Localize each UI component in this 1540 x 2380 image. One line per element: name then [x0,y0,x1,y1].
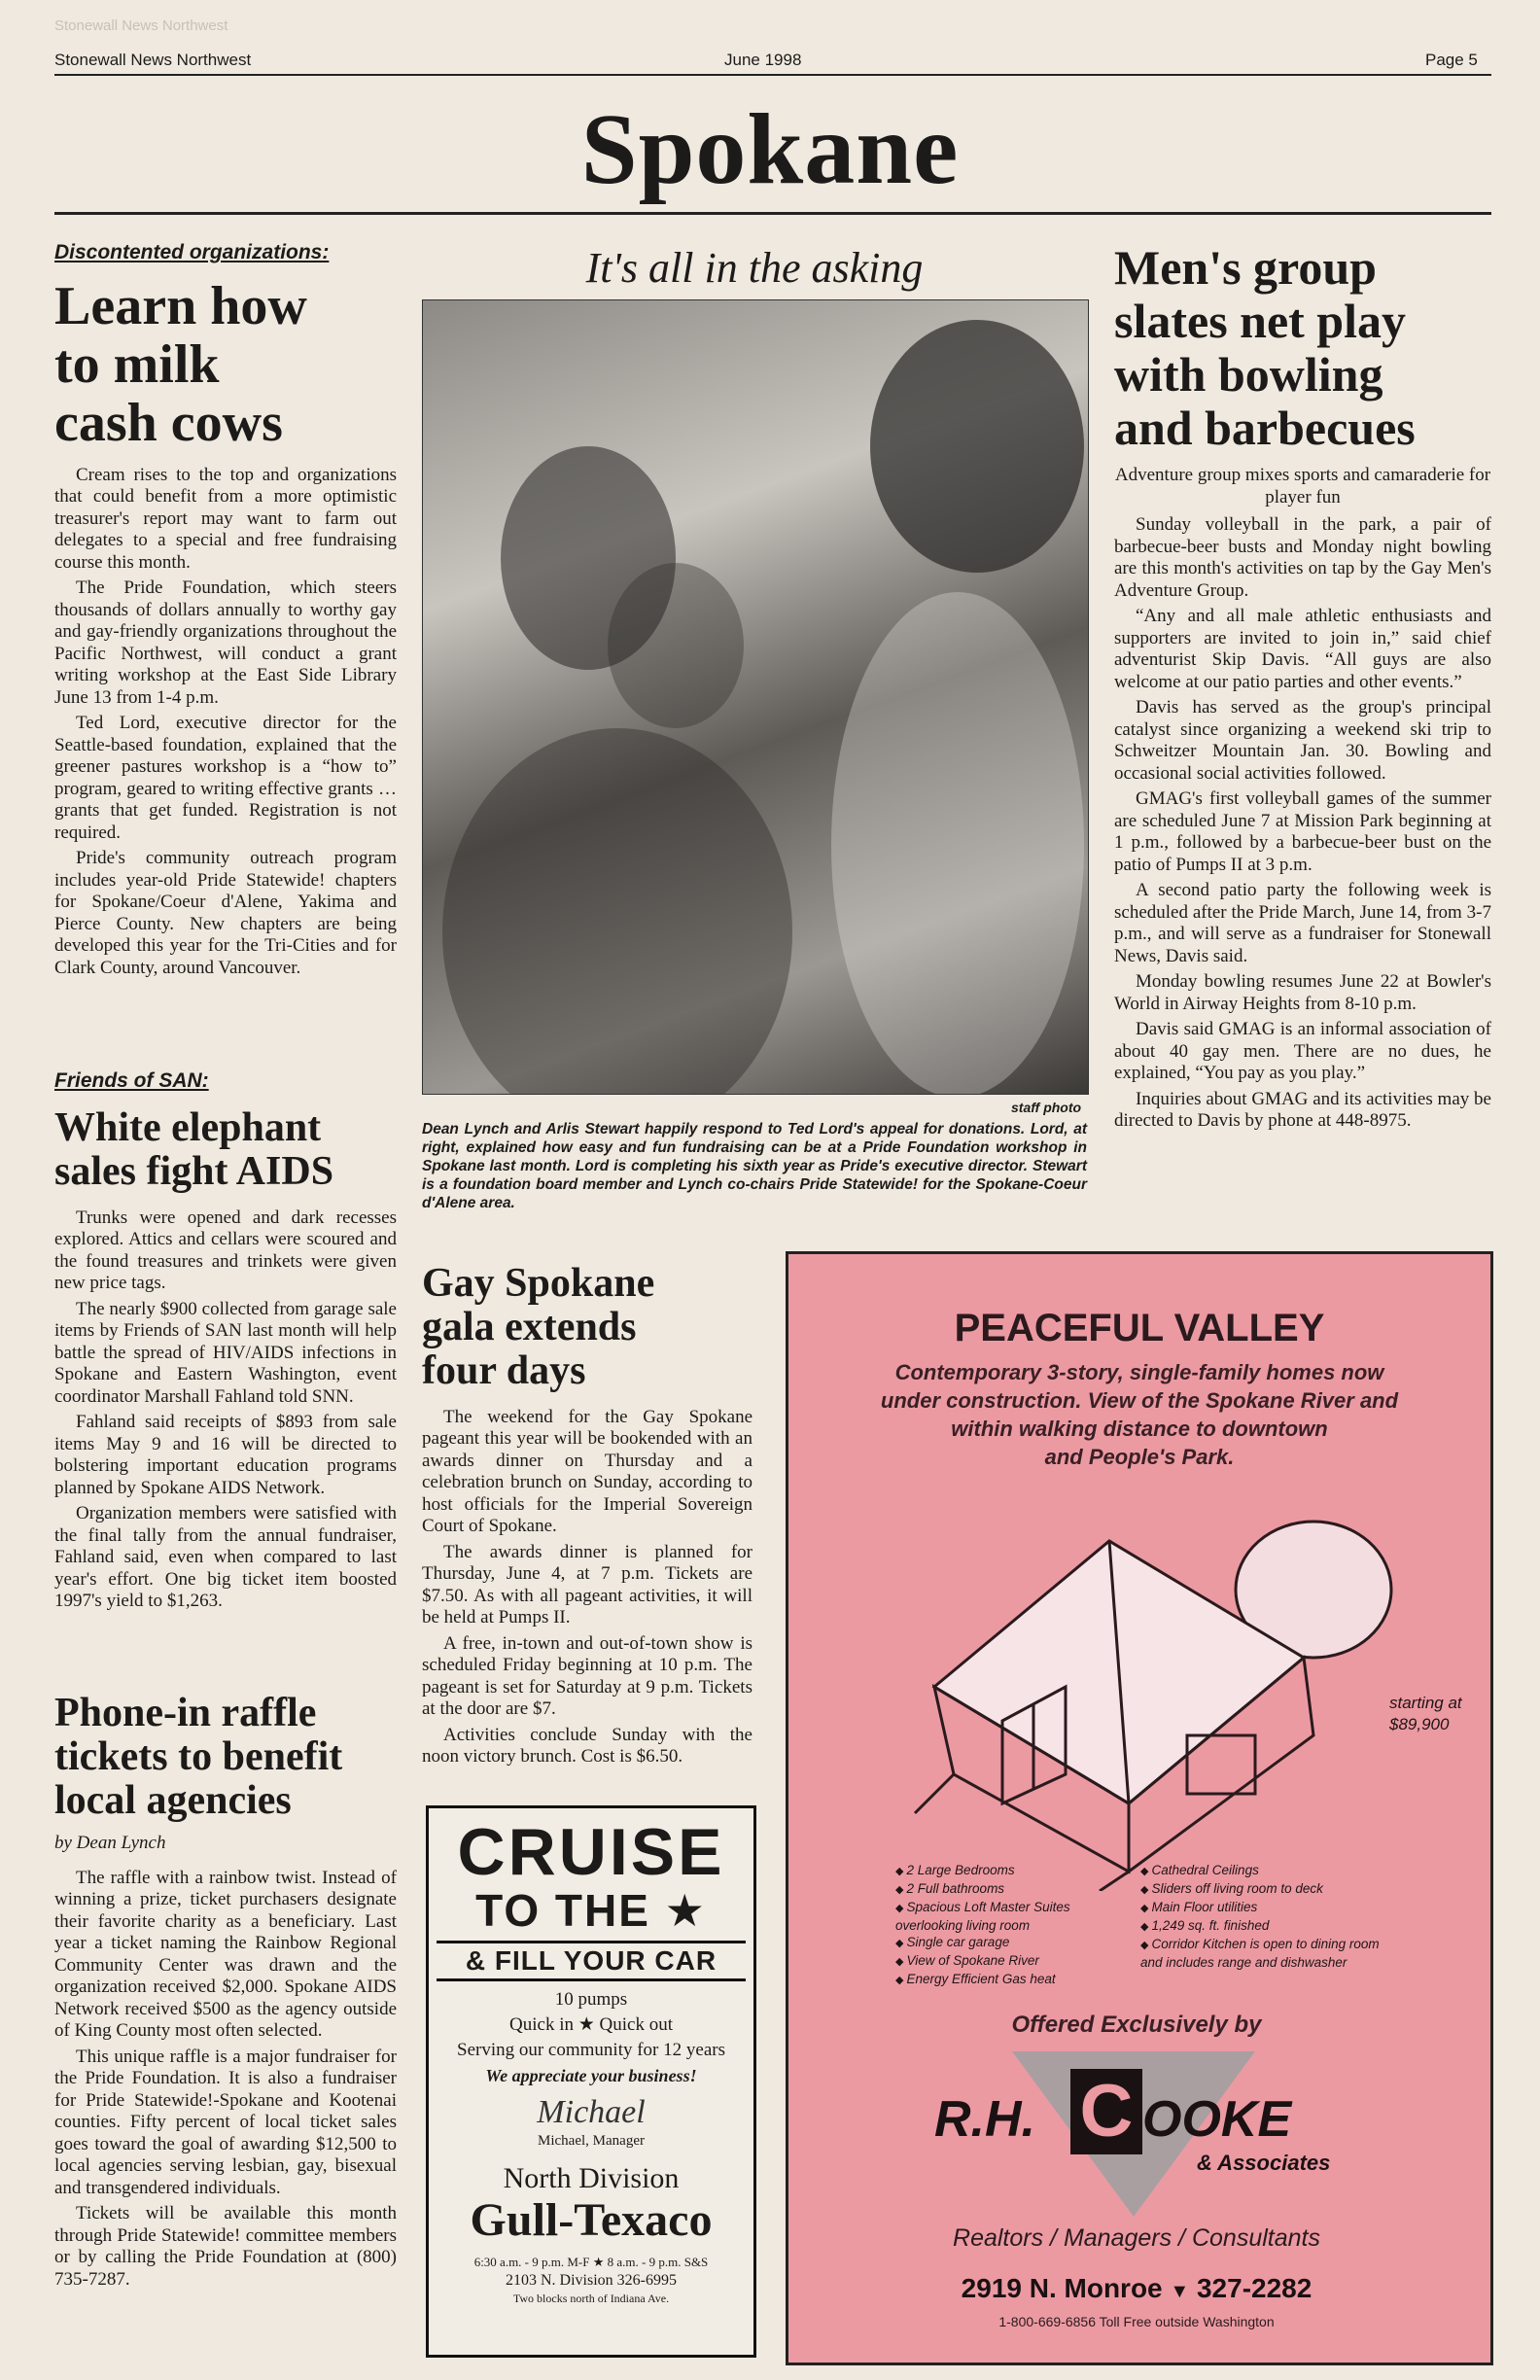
story-headline: Learn how to milk cash cows [54,276,307,453]
ad-fill-car: & FILL YOUR CAR [437,1941,746,1981]
section-title: Spokane [580,93,960,205]
offered-by: Offered Exclusively by [1011,2012,1262,2038]
story-raffle [54,1692,397,2294]
logo-initials: R.H. [934,2091,1035,2148]
story-gala [422,1262,752,1772]
features-right: ◆ Cathedral Ceilings ◆ Sliders off living room to deck ◆ Main Floor utilities ◆ 1,249 sq. ft. finished ◆ Corridor Kitchen is open to dining room and includes range and dishwasher [1140,1862,1383,1971]
section-rule [54,212,1491,215]
news-photo [422,299,1089,1095]
story-body: Sunday volleyball in the park, a pair of barbecue-beer busts and Monday night bowling are this month's activities on tap by the Gay Men's Adventure Group. “Any and all male athletic enthusiasts and supporters are invited to join in,” said chief adventurist Skip Davis. “All guys are also welcome at our patio parties and other events.” Davis has served as the group's principal catalyst since organizing a weekend ski trip to Schweitzer Mountain Jan. 30. Bowling and occasional social activities followed. GMAG's first volleyball games of the summer are scheduled June 7 at Mission Park beginning at 1 p.m., followed by a barbecue-beer bust on the patio of Pumps II at 3 p.m. A second patio party the following week is scheduled after the Pride March, June 14, from 3-7 p.m., and will serve as a fundraiser for Stonewall News, Davis said. Monday bowling resumes June 22 at Bowler's World in Airway Heights from 8-10 p.m. Davis said GMAG is an informal association of about 40 gay men. There are no dues, he explained, “You pay as you play.” Inquiries about GMAG and its activities may be directed to Davis by phone at 448-8975. [1114,514,1491,1131]
ad-directions: Two blocks north of Indiana Ave. [512,2292,670,2305]
photo-credit: staff photo [1011,1100,1082,1115]
masthead-rule [54,74,1491,76]
bleed-through-text: Stonewall News Northwest [54,18,228,34]
ad-headline: CRUISE [457,1815,725,1889]
ad-subheadline: TO THE ★ [475,1885,707,1936]
ad-address: 2103 N. Division 326-6995 [506,2272,677,2289]
byline: by Dean Lynch [54,1832,166,1853]
price-value: $89,900 [1389,1715,1450,1733]
ad-business-name: Gull-Texaco [470,2194,713,2246]
story-body: The raffle with a rainbow twist. Instead of winning a prize, ticket purchasers designate their favorite charity as a beneficiary. Last year a ticket naming the Rainbow Regional Community Center was drawn and the organization received $2,000. Spokane AIDS Network received $500 as the agency outside of King County most often selected. This unique raffle is a major fundraiser for the Pride Foundation. It is also a fundraiser for Pride Statewide!-Spokane and Kootenai counties. Fifty percent of local ticket sales goes toward the goal of awarding $12,500 to local agencies serving lesbian, gay, bisexual and transgendered individuals. Tickets will be available this month through Pride Statewide! committee members or by calling the Pride Foundation at (800) 735-7287. [54,1867,397,2290]
ad-tagline: Contemporary 3-story, single-family homes now under construction. View of the Spokane River and within walking distance to downtown and People's Park. [880,1360,1399,1469]
photo-story-headline: It's all in the asking [585,244,924,292]
story-dek: Adventure group mixes sports and camaraderie for player fun [1114,465,1491,508]
page-number: Page 5 [1425,51,1478,69]
ad-signature: Michael [537,2094,646,2130]
photo-caption: Dean Lynch and Arlis Stewart happily respond to Ted Lord's appeal for donations. Lord, at right, explained how easy and fun fundraising can be at a Pride Foundation workshop in Spokane last month. Lord is completing his sixth year as Pride's executive director. Stewart is a foundation board member and Lynch co-chairs Pride Statewide! for the Spokane-Coeur d'Alene area. [422,1121,1087,1211]
story-white-elephant [54,1069,397,1617]
ad-division: North Division [503,2162,680,2194]
ad-hours: 6:30 a.m. - 9 p.m. M-F ★ 8 a.m. - 9 p.m. S&S [473,2255,709,2269]
story-kicker: Friends of SAN: [54,1069,209,1092]
story-body: Trunks were opened and dark recesses explored. Attics and cellars were scoured and the found treasures and trinkets were given new price tags. The nearly $900 collected from garage sale items by Friends of SAN last month will help battle the spread of HIV/AIDS infections in Spokane and Eastern Washington, event coordinator Marshall Fahland told SNN. Fahland said receipts of $893 from sale items May 9 and 16 will be directed to bolstering important education programs planned by Spokane AIDS Network. Organization members were satisfied with the final tally from the annual fundraiser, Fahland said, even when compared to last year's effort. One big ticket item boosted 1997's yield to $1,263. [54,1207,397,1612]
ad-appreciate: We appreciate your business! [485,2066,697,2085]
logo-name: OOKE [1142,2091,1292,2148]
story-headline: White elephant sales fight AIDS [54,1105,334,1194]
ad-services: Realtors / Managers / Consultants [953,2224,1320,2252]
story-headline: Phone-in raffle tickets to benefit local agencies [54,1691,343,1823]
logo-c: C [1070,2069,1142,2154]
price-label: starting at [1389,1694,1462,1712]
story-kicker: Discontented organizations: [54,241,330,263]
story-headline: Men's group slates net play with bowling and barbecues [1114,240,1416,455]
publication-name: Stonewall News Northwest [54,51,252,69]
triangle-icon: ▼ [1170,2281,1190,2302]
features-left: ◆ 2 Large Bedrooms ◆ 2 Full bathrooms ◆ Spacious Loft Master Suites overlooking living room ◆ Single car garage ◆ View of Spokane River ◆ Energy Efficient Gas heat [895,1862,1129,1989]
ad-title: PEACEFUL VALLEY [954,1307,1325,1349]
ad-gull-texaco [426,1805,756,2358]
story-cash-cows [54,241,397,983]
ad-address: 2919 N. Monroe [961,2273,1163,2303]
story-body: The weekend for the Gay Spokane pageant this year will be bookended with an awards dinner on Thursday and a celebration brunch on Sunday, according to host officials for the Imperial Sovereign Court of Spokane. The awards dinner is planned for Thursday, June 4, at 7 p.m. Tickets are $7.50. As with all pageant activities, it will be held at Pumps II. A free, in-town and out-of-town show is scheduled Friday beginning at 10 p.m. The pageant is set for Saturday at 9 p.m. Tickets at the door are $7. Activities conclude Sunday with the noon victory brunch. Cost is $6.50. [422,1406,752,1768]
ad-peaceful-valley [786,1251,1493,2365]
ad-contact-line [788,2273,1485,2304]
issue-date: June 1998 [724,51,802,69]
story-body: Cream rises to the top and organizations that could benefit from a more optimistic treasurer's report may want to farm out delegates to a special and free fundraising course this month. The Pride Foundation, which steers thousands of dollars annually to worthy gay and gay-friendly organizations throughout the Pacific Northwest, will conduct a grant writing workshop at the East Side Library June 13 from 1-4 p.m. Ted Lord, executive director for the Seattle-based foundation, explained that the greener pastures workshop is a “how to” program, geared to writing effective grants … grants that get funded. Registration is not required. Pride's community outreach program includes year-old Pride Statewide! chapters for Spokane/Coeur d'Alene, Yakima and Pierce County. New chapters are being developed this year for the Tri-Cities and for Clark County, around Vancouver. [54,464,397,978]
ad-manager: Michael, Manager [538,2133,645,2149]
story-headline: Gay Spokane gala extends four days [422,1261,655,1393]
story-mens-group [1114,241,1491,1137]
house-illustration [895,1483,1401,1891]
ad-pumps: 10 pumps [554,1989,628,2010]
ad-serving: Serving our community for 12 years [457,2040,725,2060]
ad-tollfree: 1-800-669-6856 Toll Free outside Washington [998,2314,1275,2329]
logo-associates: & Associates [1197,2151,1331,2175]
ad-phone: 327-2282 [1196,2273,1312,2303]
ad-quick: Quick in ★ Quick out [509,2014,673,2035]
